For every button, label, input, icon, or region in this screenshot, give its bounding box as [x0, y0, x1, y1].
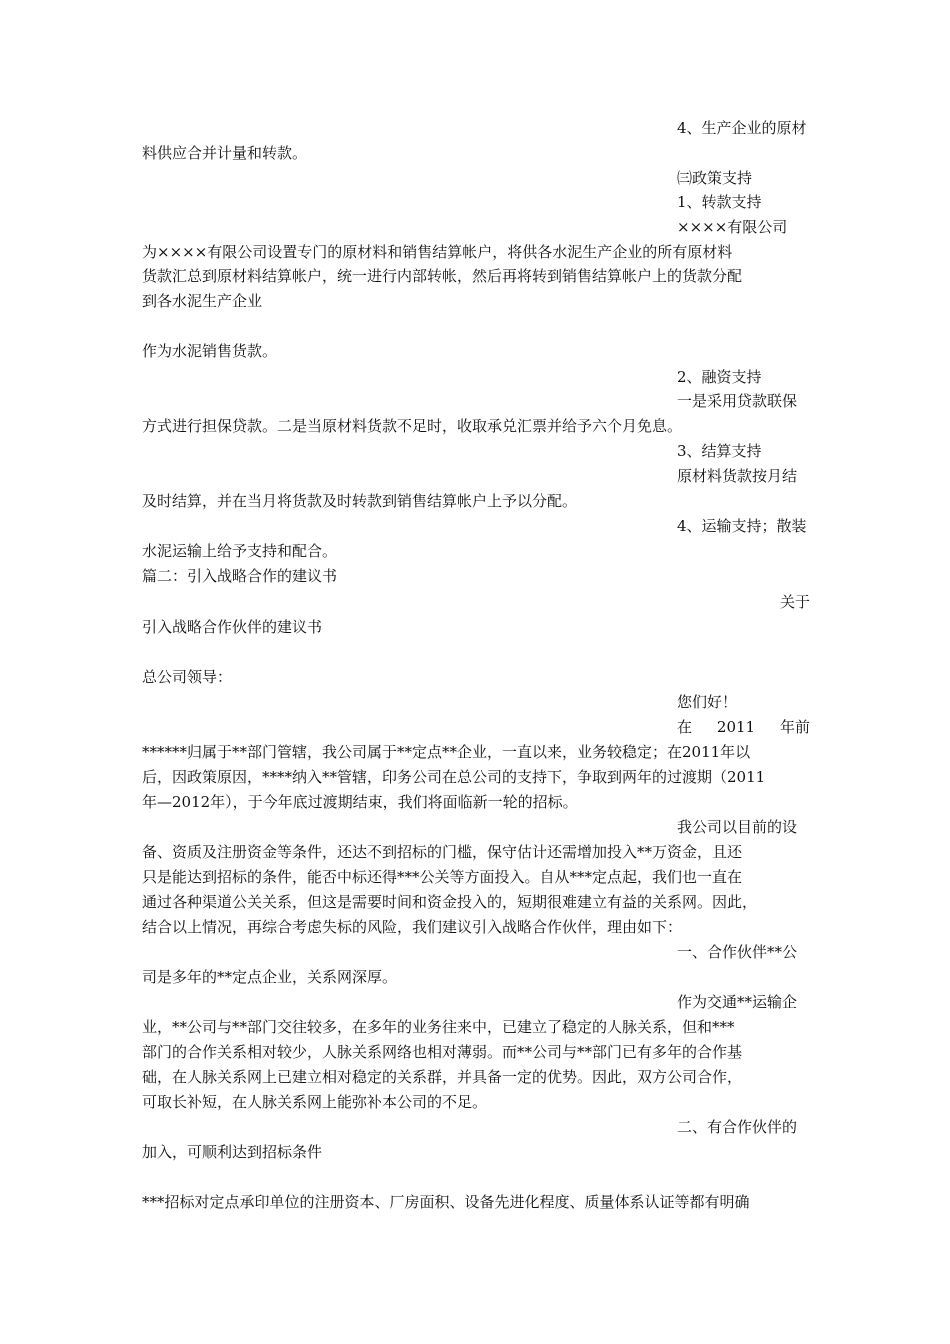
text-line: 到各水泥生产企业 [142, 292, 263, 310]
text-fragment: 在 [677, 718, 693, 736]
text-line: 原材料货款按月结 [677, 467, 798, 485]
subsection-heading: 二、有合作伙伴的 [677, 1118, 798, 1136]
subsection-heading: 4、运输支持；散装 [677, 517, 807, 535]
text-line: 方式进行担保贷款。二是当原材料货款不足时，收取承兑汇票并给予六个月免息。 [142, 417, 683, 435]
subsection-heading: 3、结算支持 [677, 442, 762, 460]
text-line: 结合以上情况，再综合考虑失标的风险，我们建议引入战略合作伙伴，理由如下： [142, 918, 683, 936]
subsection-heading: 1、转款支持 [677, 193, 762, 211]
text-line: 作为交通**运输企 [677, 993, 798, 1011]
subsection-heading: 一、合作伙伴**公 [677, 943, 798, 961]
text-line: 作为水泥销售货款。 [142, 342, 278, 360]
text-fragment: 2011 [716, 718, 756, 736]
text-line: 4、生产企业的原材 [677, 119, 807, 137]
text-line: 一是采用贷款联保 [677, 392, 798, 410]
text-line: 后，因政策原因，****纳入**管辖，印务公司在总公司的支持下，争取到两年的过渡期（2011 [142, 768, 766, 786]
text-line: 部门的合作关系相对较少，人脉关系网络也相对薄弱。而**公司与**部门已有多年的合作基 [142, 1043, 743, 1061]
proposal-title-part-1: 关于 [779, 593, 810, 611]
text-line: 为××××有限公司设置专门的原材料和销售结算帐户，将供各水泥生产企业的所有原材料 [142, 243, 733, 261]
text-line: 可取长补短，在人脉关系网上能弥补本公司的不足。 [142, 1093, 488, 1111]
text-line [677, 715, 810, 739]
text-line: 备、资质及注册资金等条件，还达不到招标的门槛，保守估计还需增加投入**万资金，且还 [142, 843, 743, 861]
text-line: 水泥运输上给予支持和配合。 [142, 542, 338, 560]
article-title: 篇二：引入战略合作的建议书 [142, 567, 338, 585]
text-line: 我公司以目前的设 [677, 818, 798, 836]
text-line: 料供应合并计量和转款。 [142, 144, 308, 162]
text-line: 加入，可顺利达到招标条件 [142, 1143, 323, 1161]
text-line: 年—2012年），于今年底过渡期结束，我们将面临新一轮的招标。 [142, 793, 578, 811]
section-heading: ㈢政策支持 [677, 169, 753, 187]
text-line: 货款汇总到原材料结算帐户，统一进行内部转帐，然后再将转到销售结算帐户上的货款分配 [142, 267, 743, 285]
proposal-title-part-2: 引入战略合作伙伴的建议书 [142, 618, 323, 636]
greeting: 您们好！ [677, 693, 738, 711]
salutation: 总公司领导： [142, 668, 233, 686]
text-line: 及时结算，并在当月将货款及时转款到销售结算帐户上予以分配。 [142, 492, 578, 510]
text-line: 通过各种渠道公关关系，但这是需要时间和资金投入的，短期很难建立有益的关系网。因此， [142, 893, 758, 911]
text-line: ***招标对定点承印单位的注册资本、厂房面积、设备先进化程度、质量体系认证等都有明确 [142, 1193, 750, 1211]
text-line: 司是多年的**定点企业，关系网深厚。 [142, 968, 398, 986]
text-line: 础，在人脉关系网上已建立相对稳定的关系群，并具备一定的优势。因此，双方公司合作， [142, 1068, 743, 1086]
text-line: ××××有限公司 [677, 218, 788, 236]
text-fragment: 年前 [779, 718, 810, 736]
text-line: 只是能达到招标的条件，能否中标还得***公关等方面投入。自从***定点起，我们也一直在 [142, 868, 743, 886]
text-line: 业，**公司与**部门交往较多，在多年的业务往来中，已建立了稳定的人脉关系，但和*** [142, 1018, 735, 1036]
subsection-heading: 2、融资支持 [677, 368, 762, 386]
text-line: ******归属于**部门管辖，我公司属于**定点**企业，一直以来，业务较稳定；在2011年以 [142, 743, 751, 761]
